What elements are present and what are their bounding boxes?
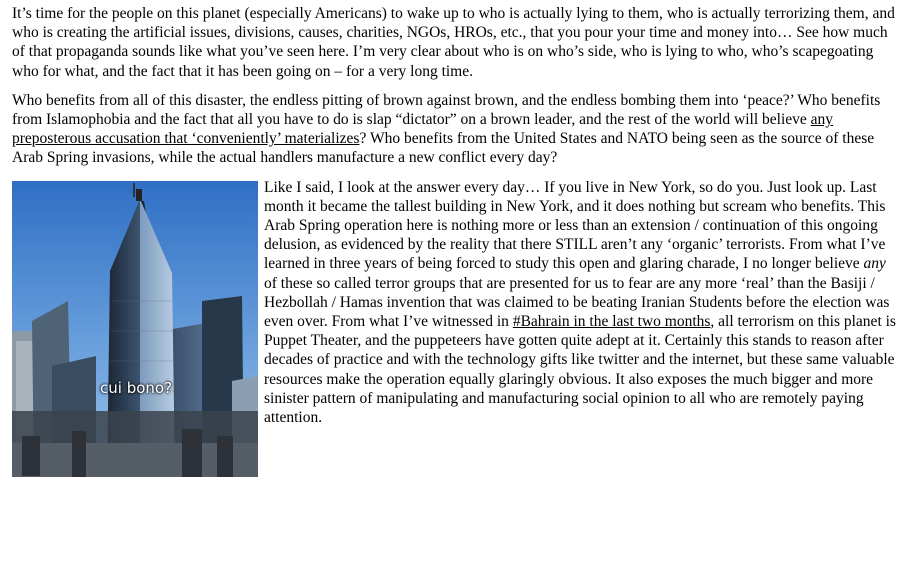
paragraph-look-up <box>12 178 896 428</box>
paragraph-intro: It’s time for the people on this planet (especially Americans) to wake up to who is actually lying to them, who is actually terrorizing them, and who is creating the artificial issues, divisions, causes, charities, NGOs, HROs, etc., that you pour your time and money into… See how much of that propaganda sounds like what you’ve seen here. I’m very clear about who is on who’s side, who is lying to who, who’s scapegoating who for what, and the fact that it has been going on – for a very long time. <box>12 5 895 80</box>
paragraph-who-benefits <box>12 91 896 168</box>
photo-caption: cui bono? <box>100 378 173 397</box>
accusation-link[interactable]: any preposterous accusation that ‘conveniently’ materializes <box>12 111 834 148</box>
paragraph-look-up-text-c: , all terrorism on this planet is Puppet Theater, and the puppeteers have gotten quite adept at it. Certainly this stands to reason after decades of practice and with the technology gifts like twitter and the internet, but these same valuable resources make the operation equally glaringly obvious. It also exposes the much bigger and more sinister pattern of manipulating and manufacturing social opinion to all who are remotely paying attention. <box>264 313 896 427</box>
paragraph-look-up-text-b: of these so called terror groups that are presented for us to fear are any more ‘real’ than the Basiji / Hezbollah / Hamas invention that was claimed to be beating Iranian Students before the election was even over. From what I’ve witnessed in <box>264 274 890 331</box>
article-page <box>12 4 896 477</box>
skyscraper-photo <box>12 181 258 477</box>
emphasis-any: any <box>863 255 886 273</box>
skyscraper-image <box>12 181 258 477</box>
paragraph-who-benefits-text-b: ? Who benefits from the United States and NATO being seen as the source of these Arab Spring invasions, while the actual handlers manufacture a new conflict every day? <box>12 130 875 167</box>
bahrain-link[interactable]: #Bahrain in the last two months <box>512 313 711 331</box>
paragraph-look-up-text-a: Like I said, I look at the answer every day… If you live in New York, so do you. Just look up. Last month it became the tallest building in New York, and it does nothing but scream who benefits. This Arab Spring operation here is nothing more or less than an extension / continuation of this ongoing delusion, as evidenced by the reality that there STILL aren’t any ‘organic’ terrorists. From what I’ve learned in three years of being forced to study this open and glaring charade, I no longer believe <box>264 178 886 273</box>
paragraph-who-benefits-text-a: Who benefits from all of this disaster, the endless pitting of brown against brown, and the endless bombing them into ‘peace?’ Who benefits from Islamophobia and the fact that all you have to do is slap “dictator” on a brown leader, and the rest of the world will believe <box>12 91 881 129</box>
